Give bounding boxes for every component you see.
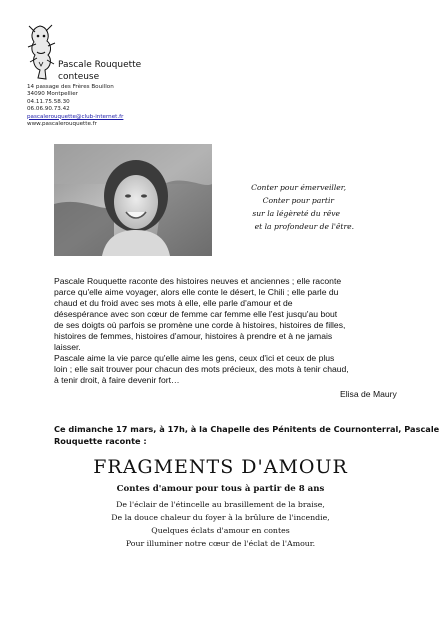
performer-role: conteuse [58, 72, 100, 82]
storyteller-logo-icon [22, 22, 58, 82]
quote-line-2: Conter pour partir [262, 196, 334, 205]
quote-line-1: Conter pour émerveiller, [251, 183, 346, 192]
verse-line-2: De la douce chaleur du foyer à la brûlure de l'incendie, [111, 513, 330, 522]
description-line: Pascale Rouquette raconte des histoires neuves et anciennes ; elle raconte [54, 276, 342, 286]
description-line: chaud et du froid avec ses mots à elle, elle parle d'amour et de [54, 298, 293, 308]
signature: Elisa de Maury [340, 389, 397, 399]
description-line: loin ; elle sait trouver pour chacun des mots précieux, des mots à tenir chaud, [54, 364, 349, 374]
mobile-number: 06.06.90.73.42 [27, 106, 70, 113]
description-line: de ses doigts où parfois se promène une corde à histoires, histoires de filles, [54, 320, 346, 330]
description-line: Pascale aime la vie parce qu'elle aime les gens, ceux d'ici et ceux de plus [54, 353, 335, 363]
email-link[interactable]: pascalerouquette@club-internet.fr [27, 113, 124, 120]
verse-line-1: De l'éclair de l'étincelle au brasillement de la braise, [116, 500, 325, 509]
quote-line-3: sur la légèreté du rêve [252, 209, 340, 218]
event-line-1: Ce dimanche 17 mars, à 17h, à la Chapelle des Pénitents de Cournonterral, Pascale [54, 424, 440, 434]
performer-name: Pascale Rouquette [58, 60, 142, 70]
description-line: désespérance avec son cœur de femme car femme elle l'est jusqu'au bout [54, 309, 338, 319]
website-link[interactable]: www.pascalerouquette.fr [27, 121, 97, 127]
verse-line-4: Pour illuminer notre cœur de l'éclat de l'Amour. [125, 539, 316, 548]
description-line: à tenir droit, à faire devenir fort… [54, 375, 180, 385]
description-line: histoires de femmes, histoires d'amour, histoires à prendre et à ne jamais [54, 331, 333, 341]
show-title: FRAGMENTS D'AMOUR [93, 456, 348, 478]
event-line-2: Rouquette raconte : [54, 436, 147, 446]
phone-number: 04.11.75.58.30 [27, 98, 70, 105]
portrait-photo [54, 144, 212, 256]
description-line: laisser. [54, 342, 81, 352]
address-street: 14 passage des Frères Bouillon [27, 84, 114, 90]
show-subtitle: Contes d'amour pour tous à partir de 8 ans [116, 484, 325, 494]
address-city: 34090 Montpellier [27, 91, 78, 98]
description-line: parce qu'elle aime voyager, alors elle conte le désert, le Chili ; elle parle du [54, 287, 339, 297]
quote-line-4: et la profondeur de l'être. [254, 222, 354, 231]
verse-line-3: Quelques éclats d'amour en contes [151, 526, 290, 535]
